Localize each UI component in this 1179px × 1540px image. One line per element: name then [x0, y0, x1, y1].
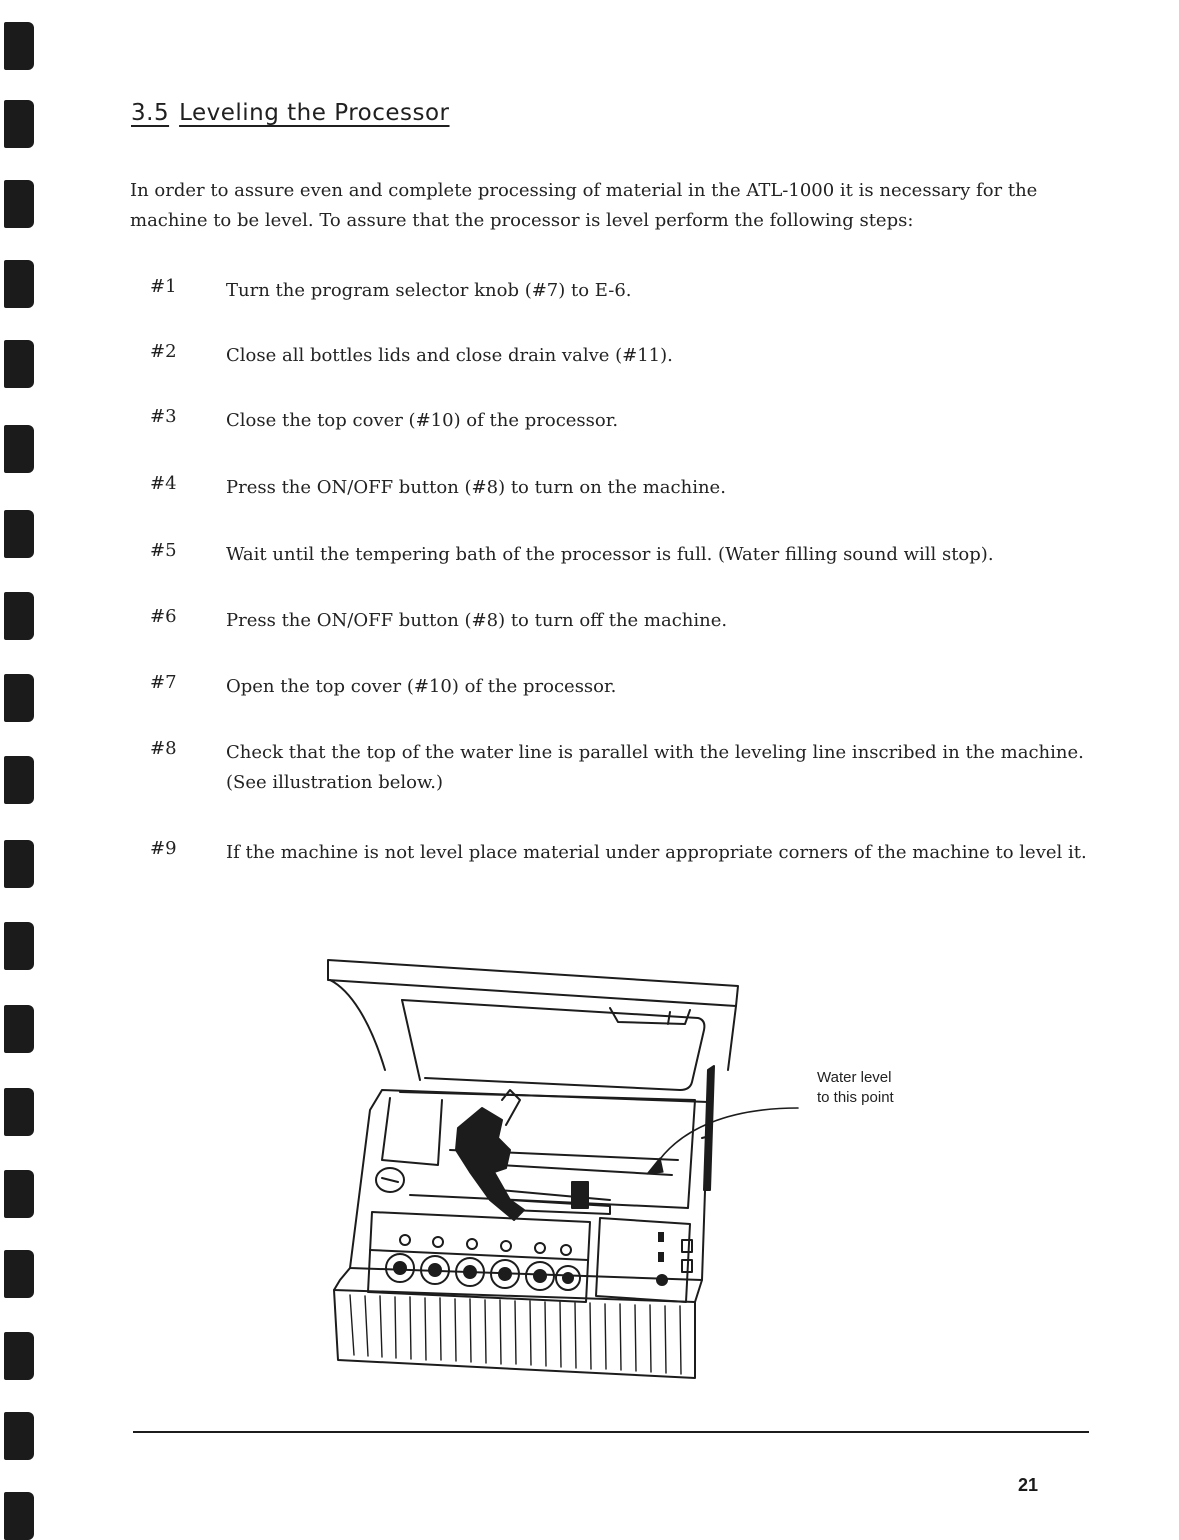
binding-hole	[4, 180, 34, 228]
section-number: 3.5	[131, 100, 170, 126]
binding-hole	[4, 1005, 34, 1053]
binding-hole	[4, 756, 34, 804]
step-number: #8	[150, 738, 177, 759]
section-title: Leveling the Processor	[179, 100, 450, 126]
water-level-callout	[817, 1068, 894, 1108]
step-number: #4	[150, 473, 177, 494]
step-text: Press the ON/OFF button (#8) to turn off the machine.	[226, 610, 728, 631]
binding-hole	[4, 22, 34, 70]
binding-hole	[4, 592, 34, 640]
binding-hole	[4, 260, 34, 308]
step-text: Turn the program selector knob (#7) to E-6.	[226, 280, 632, 301]
binding-hole	[4, 425, 34, 473]
binding-hole	[4, 510, 34, 558]
processor-illustration	[310, 950, 950, 1390]
binding-hole	[4, 1412, 34, 1460]
binding-hole	[4, 340, 34, 388]
step-number: #2	[150, 341, 177, 362]
step-number: #5	[150, 540, 177, 561]
footer-rule	[133, 1431, 1089, 1433]
binding-hole	[4, 840, 34, 888]
binding-hole	[4, 1250, 34, 1298]
binding-hole	[4, 674, 34, 722]
step-text: Check that the top of the water line is parallel with the leveling line inscribed in the machine. (See illustration below.)	[226, 742, 1084, 793]
callout-line-1: Water level	[817, 1069, 892, 1086]
binding-hole	[4, 922, 34, 970]
step-number: #3	[150, 406, 177, 427]
binding-hole	[4, 1492, 34, 1540]
step-number: #6	[150, 606, 177, 627]
step-text: Wait until the tempering bath of the processor is full. (Water filling sound will stop).	[226, 544, 994, 565]
page-number: 21	[1018, 1475, 1039, 1495]
step-number: #1	[150, 276, 177, 297]
spiral-binding	[0, 0, 40, 1539]
step-text: Close the top cover (#10) of the processor.	[226, 410, 619, 431]
binding-hole	[4, 1332, 34, 1380]
intro-paragraph: In order to assure even and complete processing of material in the ATL-1000 it is necessary for the machine to be level. To assure that the processor is level perform the following steps:	[130, 180, 1038, 231]
step-text: Press the ON/OFF button (#8) to turn on the machine.	[226, 477, 726, 498]
binding-hole	[4, 1170, 34, 1218]
step-text: Open the top cover (#10) of the processor.	[226, 676, 617, 697]
binding-hole	[4, 100, 34, 148]
section-heading	[131, 100, 450, 126]
step-text: Close all bottles lids and close drain valve (#11).	[226, 345, 673, 366]
step-text: If the machine is not level place material under appropriate corners of the machine to level it.	[226, 842, 1087, 863]
callout-line-2: to this point	[817, 1089, 894, 1106]
binding-hole	[4, 1088, 34, 1136]
step-number: #9	[150, 838, 177, 859]
step-number: #7	[150, 672, 177, 693]
